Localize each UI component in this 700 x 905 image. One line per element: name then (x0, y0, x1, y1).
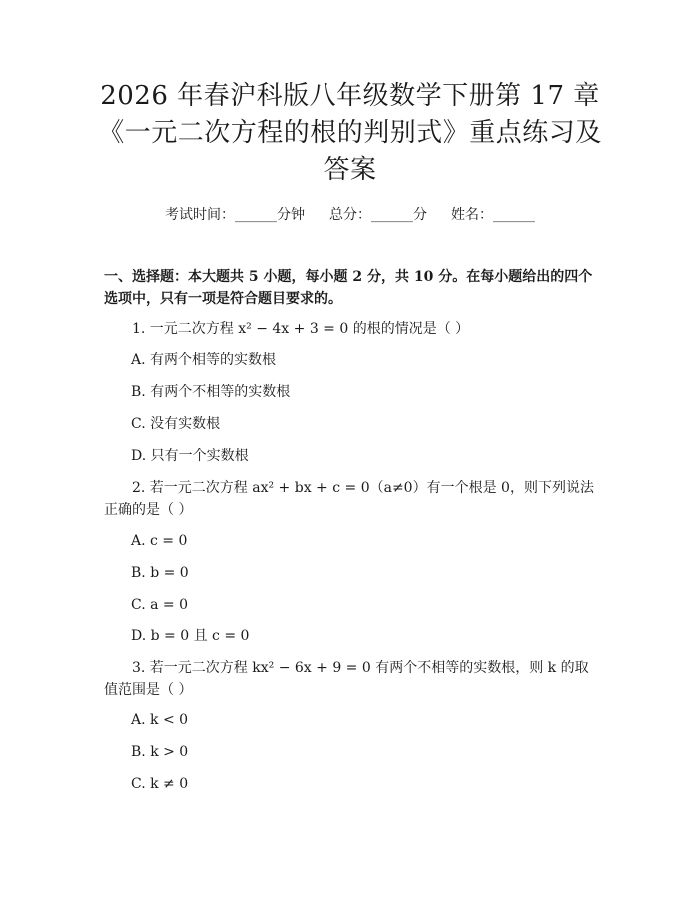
question-stem: 1. 一元二次方程 x² − 4x + 3 = 0 的根的情况是（ ） (132, 321, 470, 337)
question-stem: 2. 若一元二次方程 ax² + bx + c = 0（a≠0）有一个根是 0，则下列说法正确的是（ ） (104, 480, 594, 518)
question-option: C. k ≠ 0 (131, 776, 189, 792)
question-option: A. k < 0 (131, 712, 189, 728)
title-line: 答案 (323, 155, 377, 185)
total-score: 总分：______分 (329, 207, 427, 223)
title-line: 2026 年春沪科版八年级数学下册第 17 章 (100, 81, 600, 111)
student-name: 姓名：______ (451, 207, 535, 223)
question-stem: 3. 若一元二次方程 kx² − 6x + 9 = 0 有两个不相等的实数根，则 k 的取值范围是（ ） (104, 660, 589, 698)
exam-time: 考试时间：______分钟 (165, 207, 305, 223)
question-option: C. 没有实数根 (131, 416, 221, 432)
section-heading: 一、选择题：本大题共 5 小题，每小题 2 分，共 10 分。在每小题给出的四个选项中，只有一项是符合题目要求的。 (104, 269, 593, 307)
question-option: B. 有两个不相等的实数根 (131, 384, 291, 400)
question-option: B. k > 0 (131, 744, 189, 760)
question-option: A. 有两个相等的实数根 (131, 352, 277, 368)
question-option: D. b = 0 且 c = 0 (131, 628, 250, 644)
question-option: C. a = 0 (131, 597, 188, 613)
title-line: 《一元二次方程的根的判别式》重点练习及 (98, 118, 602, 148)
exam-meta (0, 206, 700, 224)
question-option: D. 只有一个实数根 (131, 448, 249, 464)
question-option: B. b = 0 (131, 565, 189, 581)
document-title (40, 78, 660, 189)
question-option: A. c = 0 (131, 533, 188, 549)
